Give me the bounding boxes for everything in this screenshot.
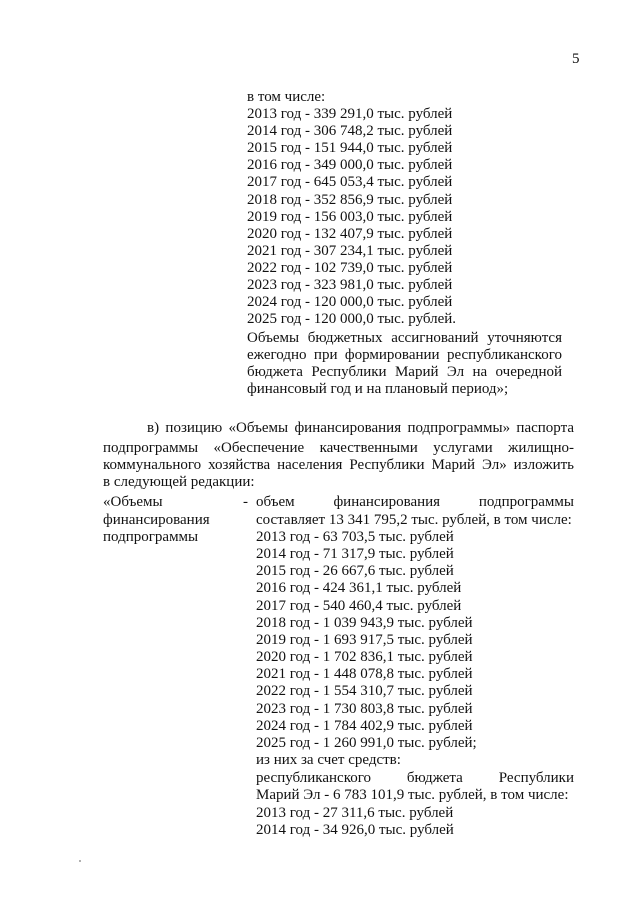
intro-line: в том числе: — [247, 89, 326, 105]
paragraph-line: подпрограммы «Обеспечение качественными услугами жилищно- — [103, 440, 574, 456]
year-line: 2014 год - 71 317,9 тыс. рублей — [256, 546, 454, 563]
year-line: 2018 год - 352 856,9 тыс. рублей — [247, 191, 453, 208]
year-line: 2016 год - 424 361,1 тыс. рублей — [256, 580, 462, 597]
year-line: 2021 год - 307 234,1 тыс. рублей — [247, 242, 453, 259]
year-line: 2020 год - 1 702 836,1 тыс. рублей — [256, 649, 473, 666]
year-line: 2013 год - 63 703,5 тыс. рублей — [256, 529, 454, 545]
year-line: 2019 год - 156 003,0 тыс. рублей — [247, 208, 453, 225]
sources-intro: из них за счет средств: — [256, 752, 401, 768]
year-line: 2025 год - 120 000,0 тыс. рублей. — [247, 311, 457, 328]
year-line: 2013 год - 339 291,0 тыс. рублей — [247, 106, 453, 122]
year-line: 2021 год - 1 448 078,8 тыс. рублей — [256, 666, 473, 683]
year-line: 2024 год - 1 784 402,9 тыс. рублей — [256, 717, 473, 734]
year-line: 2013 год - 27 311,6 тыс. рублей — [256, 805, 454, 821]
financing-line: составляет 13 341 795,2 тыс. рублей, в том числе: — [256, 512, 572, 528]
year-line: 2016 год - 349 000,0 тыс. рублей — [247, 157, 453, 174]
note-line: финансовый год и на плановый период»; — [247, 381, 509, 398]
row-label-line: подпрограммы — [103, 529, 199, 545]
year-line: 2022 год - 102 739,0 тыс. рублей — [247, 259, 453, 276]
year-line: 2015 год - 26 667,6 тыс. рублей — [256, 563, 454, 580]
year-line: 2024 год - 120 000,0 тыс. рублей — [247, 294, 453, 311]
paragraph-line: коммунального хозяйства населения Республики Марий Эл» изложить — [103, 457, 574, 473]
row-label-line: финансирования — [103, 511, 210, 528]
year-line: 2015 год - 151 944,0 тыс. рублей — [247, 140, 453, 157]
year-line: 2014 год - 34 926,0 тыс. рублей — [256, 822, 454, 839]
year-line: 2020 год - 132 407,9 тыс. рублей — [247, 225, 453, 242]
year-line: 2022 год - 1 554 310,7 тыс. рублей — [256, 683, 473, 700]
note-line: Объемы бюджетных ассигнований уточняются — [247, 330, 562, 346]
year-line: 2018 год - 1 039 943,9 тыс. рублей — [256, 614, 473, 631]
year-line: 2025 год - 1 260 991,0 тыс. рублей; — [256, 734, 477, 751]
note-line: ежегодно при формировании республиканского — [247, 347, 562, 364]
paragraph-line: в) позицию «Объемы финансирования подпрограммы» паспорта — [147, 420, 574, 436]
year-line: 2023 год - 1 730 803,8 тыс. рублей — [256, 700, 473, 717]
year-line: 2017 год - 645 053,4 тыс. рублей — [247, 174, 453, 191]
row-label-line: «Объемы — [103, 494, 163, 510]
dash-separator: - — [243, 494, 248, 510]
year-line: 2019 год - 1 693 917,5 тыс. рублей — [256, 631, 473, 648]
page-number: 5 — [572, 51, 580, 67]
scan-speck — [79, 860, 81, 862]
year-line: 2023 год - 323 981,0 тыс. рублей — [247, 277, 453, 293]
paragraph-line: в следующей редакции: — [103, 474, 255, 490]
budget-line: Марий Эл - 6 783 101,9 тыс. рублей, в том числе: — [256, 787, 569, 803]
budget-line: республиканского бюджета Республики — [256, 770, 574, 786]
financing-line: объем финансирования подпрограммы — [256, 494, 574, 510]
note-line: бюджета Республики Марий Эл на очередной — [247, 364, 562, 381]
year-line: 2014 год - 306 748,2 тыс. рублей — [247, 123, 453, 140]
year-line: 2017 год - 540 460,4 тыс. рублей — [256, 597, 462, 614]
